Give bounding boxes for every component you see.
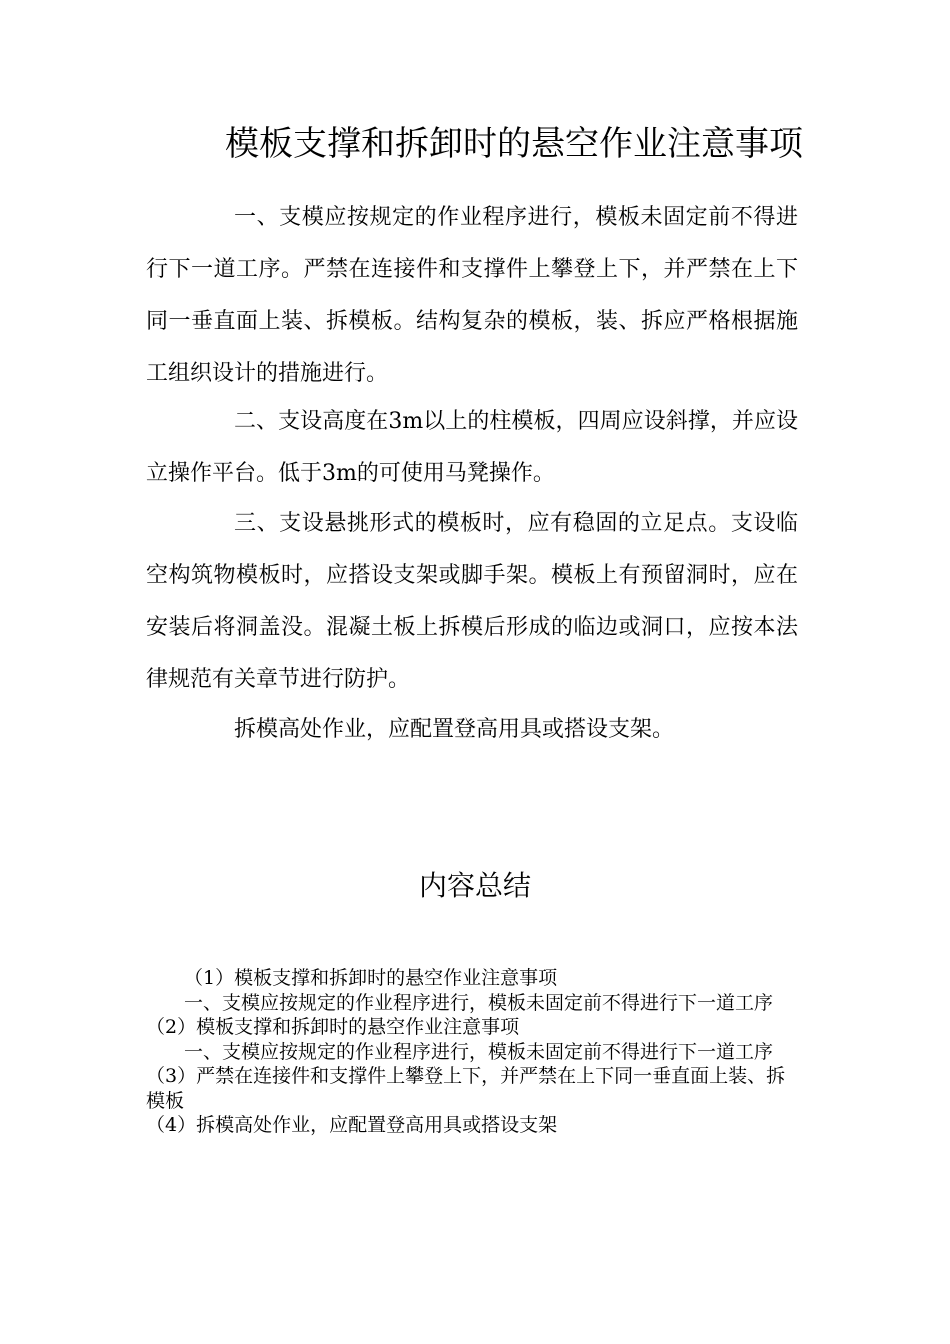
summary-title: 内容总结 xyxy=(418,869,531,902)
summary-line-4: 一、支模应按规定的作业程序进行，模板未固定前不得进行下一道工序 xyxy=(184,1040,774,1063)
paragraph-1: 一、支模应按规定的作业程序进行，模板未固定前不得进行下一道工序。严禁在连接件和支撑件上攀登上下，并严禁在上下同一垂直面上装、拆模板。结构复杂的模板，装、拆应严格根据施工组织设计的措施进行。 xyxy=(146,205,798,386)
summary-line-5: （3）严禁在连接件和支撑件上攀登上下，并严禁在上下同一垂直面上装、拆模板 xyxy=(146,1065,786,1112)
summary-line-6: （4）拆模高处作业，应配置登高用具或搭设支架 xyxy=(146,1114,558,1136)
paragraph-2: 二、支设高度在3m以上的柱模板，四周应设斜撑，并应设立操作平台。低于3m的可使用马凳操作。 xyxy=(146,409,798,486)
summary-line-1: （1）模板支撑和拆卸时的悬空作业注意事项 xyxy=(184,967,558,989)
summary-line-2: 一、支模应按规定的作业程序进行，模板未固定前不得进行下一道工序 xyxy=(184,991,774,1014)
paragraph-4: 拆模高处作业，应配置登高用具或搭设支架。 xyxy=(234,717,675,742)
summary-list xyxy=(146,966,798,1138)
summary-line-3: （2）模板支撑和拆卸时的悬空作业注意事项 xyxy=(146,1016,520,1038)
document-title: 模板支撑和拆卸时的悬空作业注意事项 xyxy=(225,124,803,164)
paragraph-3: 三、支设悬挑形式的模板时，应有稳固的立足点。支设临空构筑物模板时，应搭设支架或脚手架。模板上有预留洞时，应在安装后将洞盖没。混凝土板上拆模后形成的临边或洞口，应按本法律规范有关章节进行防护。 xyxy=(146,511,798,692)
